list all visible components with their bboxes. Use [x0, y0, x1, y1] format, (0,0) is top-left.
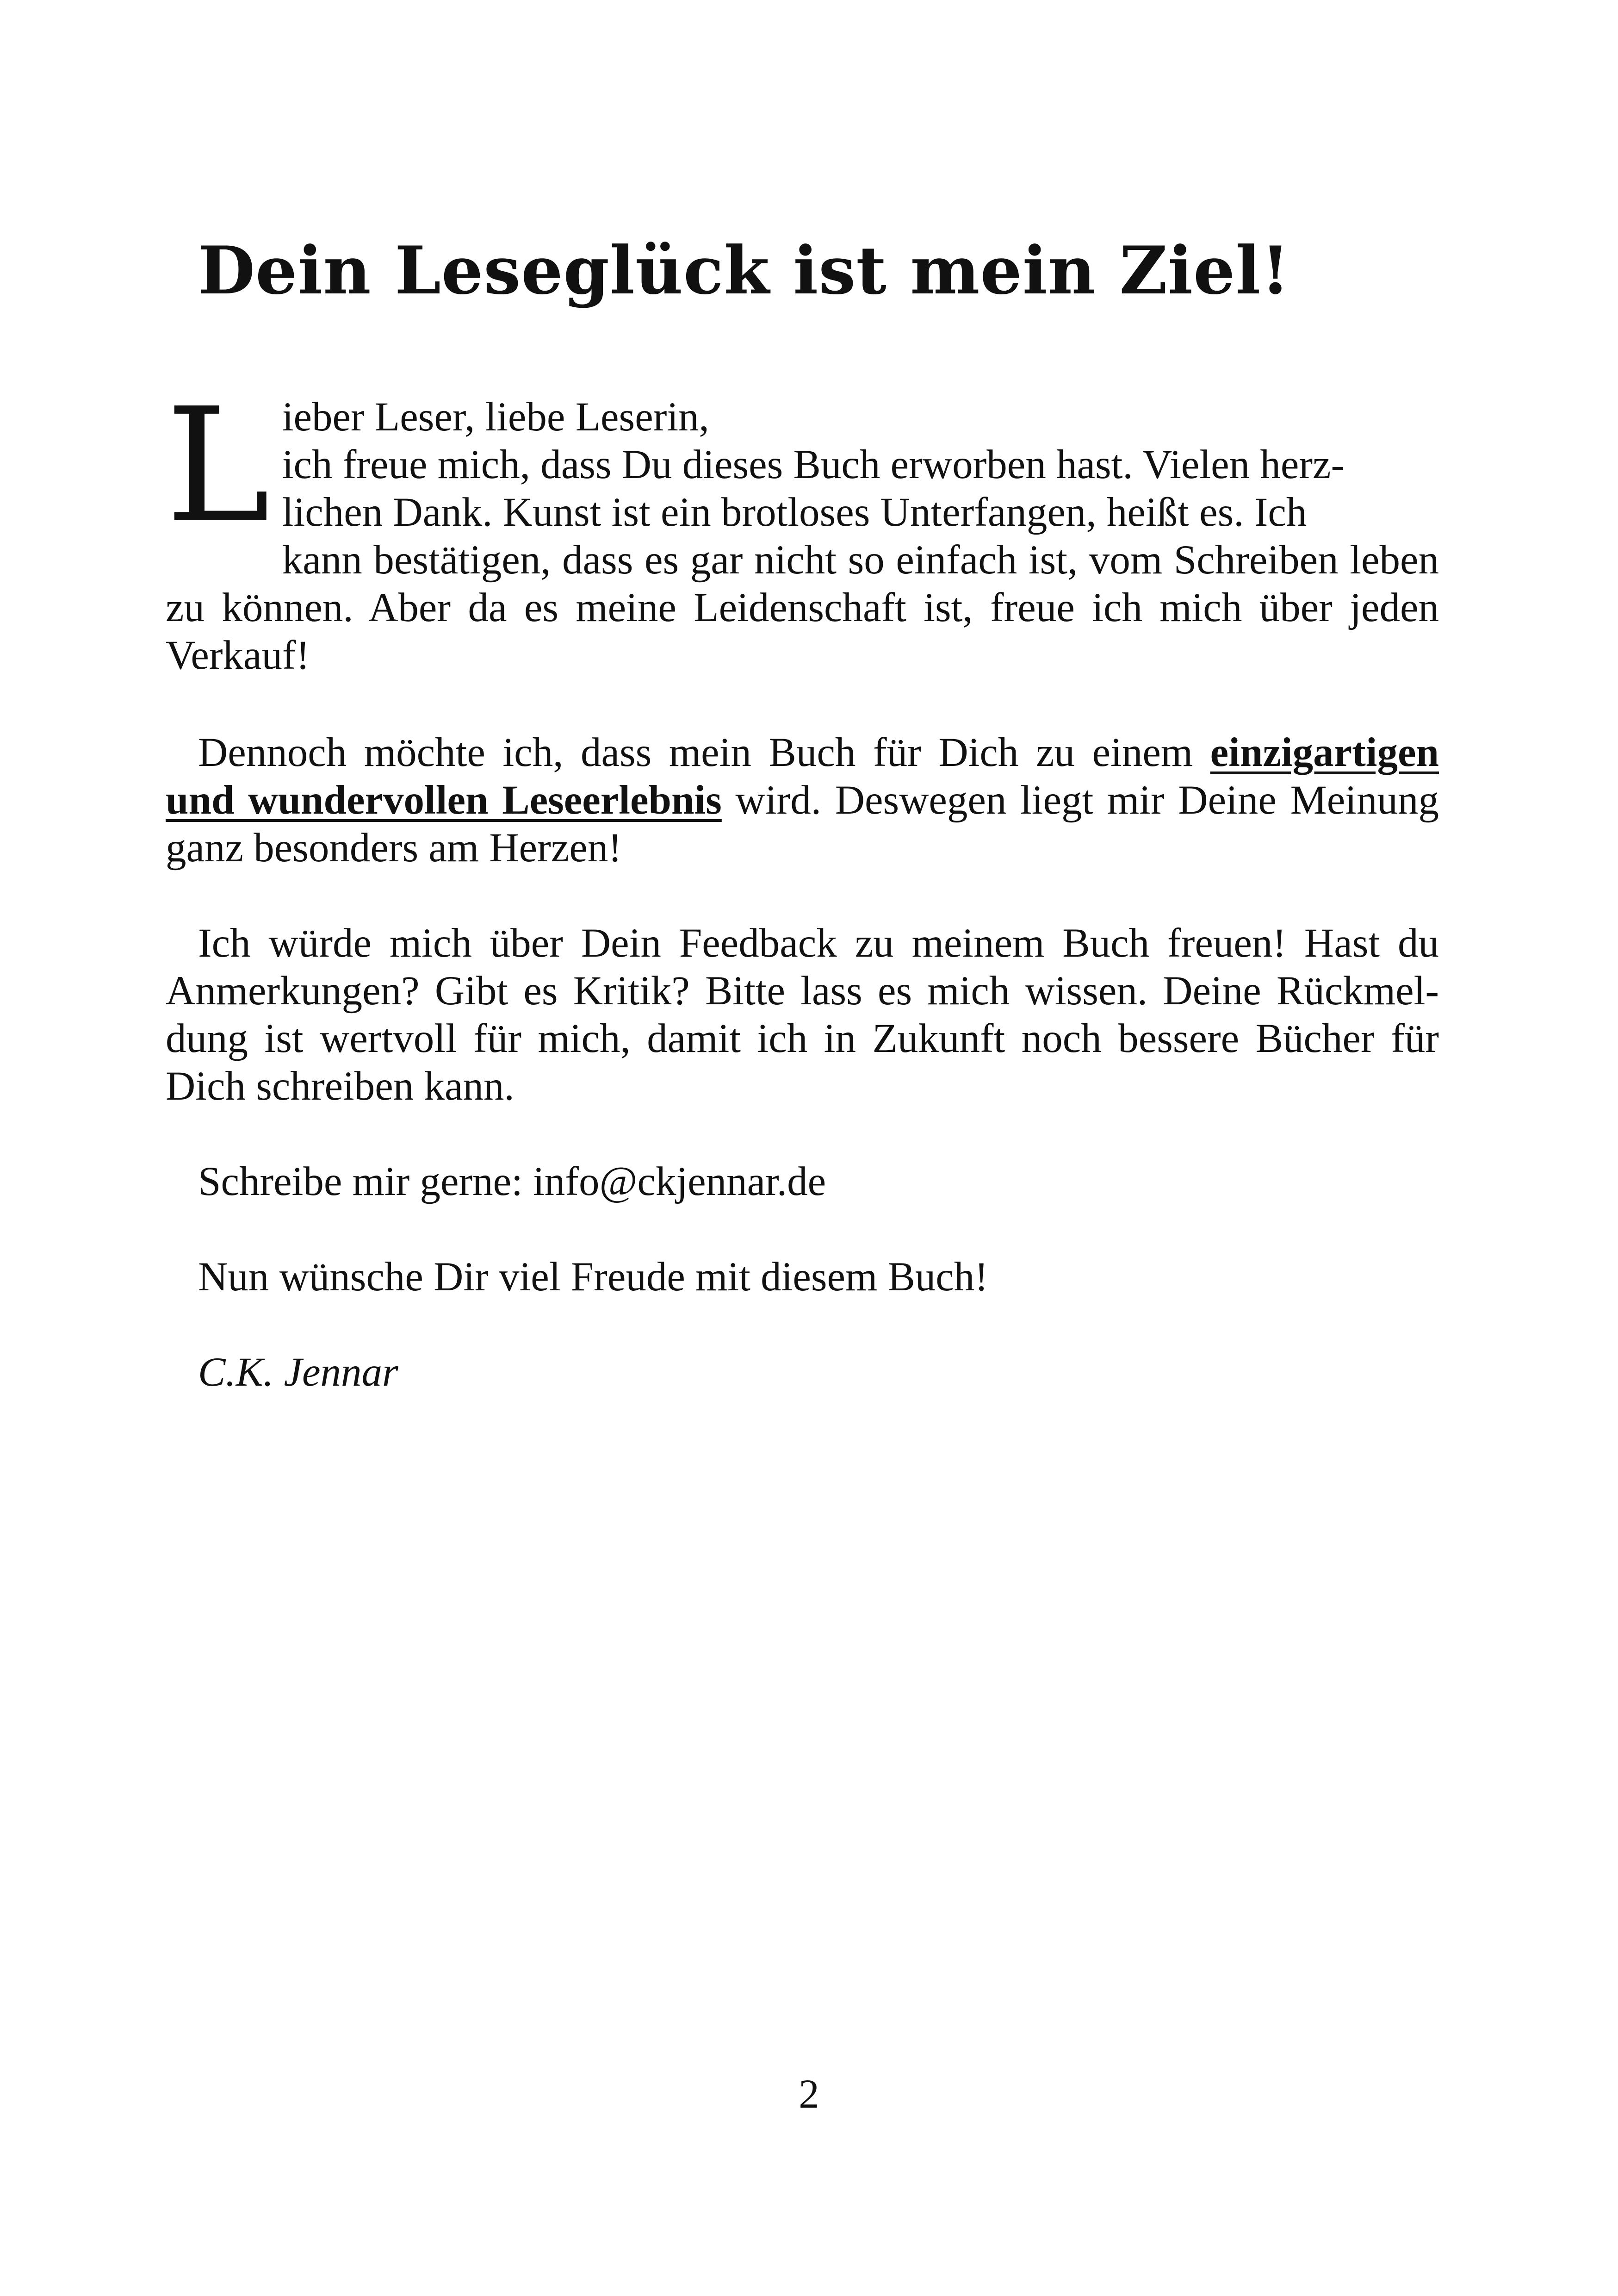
author-signature: C.K. Jennar	[198, 1350, 398, 1395]
paragraph-spacer	[166, 681, 1439, 729]
emphasized-text: einzigartigen und wundervollen Leseerlebnis	[166, 730, 1439, 823]
paragraph-text: Dennoch möchte ich, dass mein Buch für Dich zu einem	[198, 730, 1210, 775]
paragraph-spacer	[166, 1206, 1439, 1253]
feedback-paragraph: Ich würde mich über Dein Feedback zu meinem Buch freuen! Hast du Anmerkungen? Gibt es Kritik? Bitte lass es mich wissen. Deine Rückmeldung ist wertvoll für mich, damit ich in Zukunft noch bessere Bücher für Dich schreiben kann.	[166, 921, 1439, 1109]
closing-line: Nun wünsche Dir viel Freude mit diesem Buch!	[198, 1254, 988, 1300]
paragraph-text: wird. Deswegen liegt mir Deine Meinung ganz besonders am Herzen!	[166, 778, 1439, 871]
experience-paragraph	[166, 729, 1439, 872]
paragraph-line: ich freue mich, dass Du dieses Buch erworben hast. Vielen herz-	[282, 442, 1345, 487]
paragraph-text: kann bestätigen, dass es gar nicht so einfach ist, vom Schreiben leben zu können. Aber da es meine Leidenschaft ist, freue ich mich über jeden Verkauf!	[166, 537, 1439, 678]
greeting-paragraph	[166, 374, 1439, 681]
drop-cap: L	[166, 374, 270, 558]
contact-line: Schreibe mir gerne: info@ckjennar.de	[198, 1159, 826, 1204]
paragraph-spacer	[166, 1301, 1439, 1349]
page-title: Dein Leseglück ist mein Ziel!	[198, 232, 1290, 309]
greeting-line: ieber Leser, liebe Leserin,	[282, 394, 709, 440]
page-number: 2	[799, 2072, 819, 2117]
paragraph-line: lichen Dank. Kunst ist ein brotloses Unterfangen, heißt es. Ich	[282, 490, 1307, 535]
paragraph-spacer	[166, 872, 1439, 920]
paragraph-spacer	[166, 1110, 1439, 1158]
letter-body	[166, 374, 1439, 1396]
